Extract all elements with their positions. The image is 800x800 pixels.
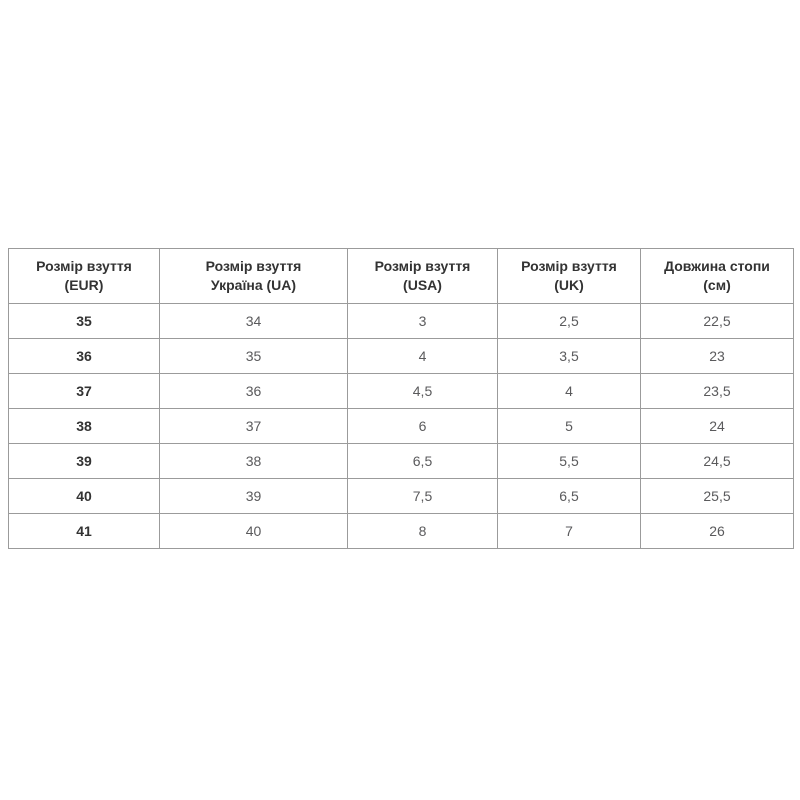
header-line: Розмір взуття — [36, 258, 132, 274]
cell-cm: 26 — [641, 514, 794, 549]
cell-uk: 7 — [498, 514, 641, 549]
header-cell-cm — [641, 249, 794, 304]
header-line: Розмір взуття — [374, 258, 471, 274]
cell-eur: 40 — [9, 479, 160, 514]
cell-ua: 38 — [160, 444, 348, 479]
header-line: Розмір взуття — [205, 258, 302, 274]
cell-eur: 38 — [9, 409, 160, 444]
cell-ua: 35 — [160, 339, 348, 374]
cell-eur: 41 — [9, 514, 160, 549]
cell-ua: 37 — [160, 409, 348, 444]
cell-uk: 6,5 — [498, 479, 641, 514]
header-line: Україна (UA) — [210, 277, 297, 293]
cell-usa: 6,5 — [348, 444, 498, 479]
cell-uk: 4 — [498, 374, 641, 409]
table-row — [9, 374, 794, 409]
header-line: (EUR) — [64, 277, 104, 293]
cell-uk: 3,5 — [498, 339, 641, 374]
cell-usa: 8 — [348, 514, 498, 549]
cell-ua: 40 — [160, 514, 348, 549]
cell-eur: 35 — [9, 304, 160, 339]
header-line: (см) — [703, 277, 731, 293]
cell-cm: 24,5 — [641, 444, 794, 479]
cell-ua: 39 — [160, 479, 348, 514]
cell-usa: 4 — [348, 339, 498, 374]
cell-uk: 5 — [498, 409, 641, 444]
table-row — [9, 304, 794, 339]
cell-eur: 37 — [9, 374, 160, 409]
cell-eur: 39 — [9, 444, 160, 479]
cell-cm: 24 — [641, 409, 794, 444]
table-row — [9, 444, 794, 479]
cell-uk: 5,5 — [498, 444, 641, 479]
header-line: (UK) — [554, 277, 584, 293]
table-header-row — [9, 249, 794, 304]
header-cell-uk — [498, 249, 641, 304]
cell-usa: 7,5 — [348, 479, 498, 514]
header-cell-ua — [160, 249, 348, 304]
cell-usa: 3 — [348, 304, 498, 339]
cell-cm: 22,5 — [641, 304, 794, 339]
table-row — [9, 409, 794, 444]
header-line: (USA) — [403, 277, 442, 293]
cell-cm: 23 — [641, 339, 794, 374]
table-row — [9, 339, 794, 374]
cell-cm: 23,5 — [641, 374, 794, 409]
cell-cm: 25,5 — [641, 479, 794, 514]
cell-eur: 36 — [9, 339, 160, 374]
header-line: Довжина стопи — [664, 258, 770, 274]
cell-usa: 6 — [348, 409, 498, 444]
cell-ua: 34 — [160, 304, 348, 339]
table-row — [9, 514, 794, 549]
header-cell-eur — [9, 249, 160, 304]
cell-ua: 36 — [160, 374, 348, 409]
cell-uk: 2,5 — [498, 304, 641, 339]
table-row — [9, 479, 794, 514]
cell-usa: 4,5 — [348, 374, 498, 409]
shoe-size-conversion-table — [8, 248, 794, 549]
header-cell-usa — [348, 249, 498, 304]
header-line: Розмір взуття — [521, 258, 617, 274]
